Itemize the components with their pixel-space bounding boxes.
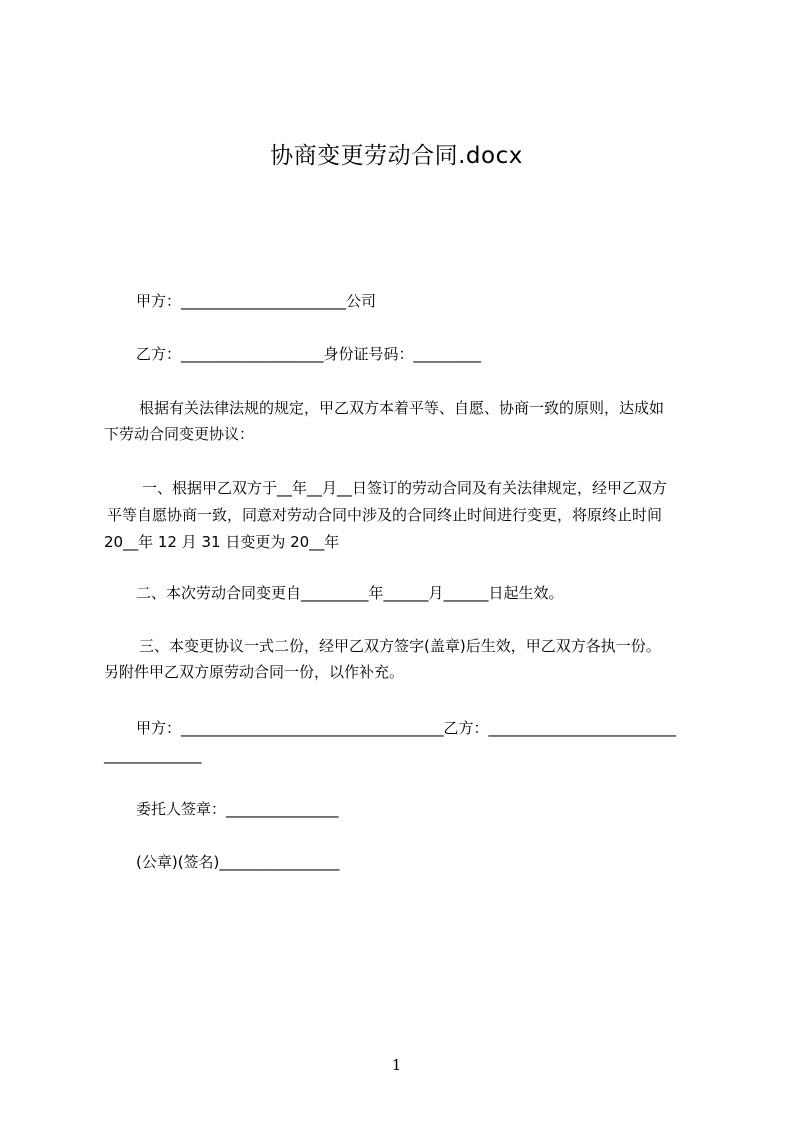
signature-line-2: _____________ [104,746,202,764]
intro-paragraph-line-2: 下劳动合同变更协议： [104,425,255,443]
document-title: 协商变更劳动合同.docx [270,143,523,169]
page-number: 1 [391,1056,402,1074]
clause-2-line-1: 二、本次劳动合同变更自_________年______月______日起生效。 [136,584,564,602]
intro-paragraph-line-1: 根据有关法律法规的规定，甲乙双方本着平等、自愿、协商一致的原则，达成如 [139,399,665,417]
party-a-line: 甲方：______________________公司 [136,292,377,310]
clause-3-line-1: 三、本变更协议一式二份，经甲乙双方签字(盖章)后生效，甲乙双方各执一份。 [139,637,661,655]
signature-line-1: 甲方：___________________________________乙方：_________________________ [136,719,677,737]
seal-signature-line: (公章)(签名)________________ [136,853,340,871]
agent-signature-line: 委托人签章：_______________ [136,800,339,818]
clause-1-line-2: 平等自愿协商一致，同意对劳动合同中涉及的合同终止时间进行变更，将原终止时间 [107,506,663,524]
party-b-line: 乙方：___________________身份证号码：_________ [136,345,482,363]
clause-1-line-3: 20__年 12 月 31 日变更为 20__年 [104,533,340,551]
clause-3-line-2: 另附件甲乙双方原劳动合同一份，以作补充。 [104,663,405,681]
clause-1-line-1: 一、根据甲乙双方于__年__月__日签订的劳动合同及有关法律规定，经甲乙双方 [142,479,668,497]
